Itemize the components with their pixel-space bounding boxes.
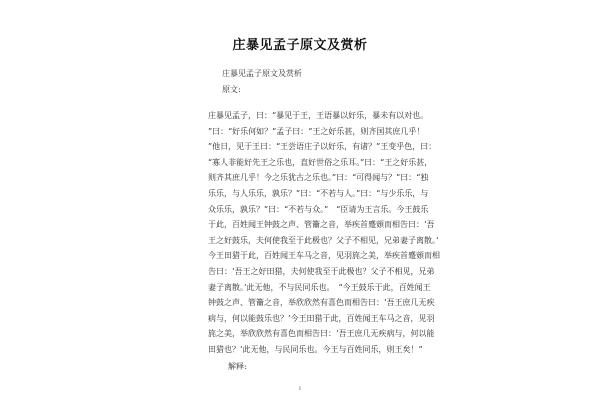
text-line: 田猎也？’此无他，与民同乐也。今王与百姓同乐，则王矣！” bbox=[208, 344, 423, 354]
text-line: 众乐乐，孰乐？”曰：“不若与众。” “臣请为王言乐。今王鼓乐 bbox=[208, 204, 429, 214]
text-line: “寡人非能好先王之乐也，直好世俗之乐耳。”曰：“王之好乐甚， bbox=[208, 157, 433, 167]
explanation-label: 解释: bbox=[228, 362, 247, 371]
text-line: 则齐其庶几乎！今之乐犹古之乐也。”曰：“可得闻与？”曰：“独 bbox=[208, 173, 429, 183]
original-text-body bbox=[208, 108, 440, 358]
text-line: 钟鼓之声、管籥之音，举欣欣然有喜色而相告曰：‘吾王庶几无疾 bbox=[208, 298, 435, 308]
text-line: 妻子离散。’此无他，不与民同乐也。 “今王鼓乐于此，百姓闻王 bbox=[208, 282, 431, 292]
text-line: 乐乐，与人乐乐，孰乐？”曰：“不若与人。”曰：“与少乐乐，与 bbox=[208, 188, 429, 198]
text-line: 于此，百姓闻王钟鼓之声、管籥之音，举疾首蹙頞而相告曰：‘吾 bbox=[208, 220, 435, 230]
text-line: ”他日，见于王曰：“王尝语庄子以好乐，有诸？”王变乎色，曰： bbox=[208, 142, 437, 152]
text-line: ”曰：“好乐何如？”孟子曰：“王之好乐甚，则齐国其庶几乎！ bbox=[208, 126, 425, 136]
document-subtitle: 庄暴见孟子原文及赏析 bbox=[222, 69, 302, 78]
text-line: 庄暴见孟子，曰：“暴见于王，王语暴以好乐，暴未有以对也。 bbox=[208, 111, 429, 120]
text-line: 病与，何以能鼓乐也？’今王田猎于此，百姓闻王车马之音，见羽 bbox=[208, 313, 435, 323]
text-line: 告曰：‘吾王之好田猎，夫何使我至于此极也？父子不相见，兄弟 bbox=[208, 266, 435, 276]
text-line: 今王田猎于此，百姓闻王车马之音，见羽旄之美，举疾首蹙頞而相 bbox=[208, 251, 440, 261]
original-text-label: 原文: bbox=[222, 85, 241, 94]
page-number: 1 bbox=[298, 386, 302, 392]
document-title: 庄暴见孟子原文及赏析 bbox=[232, 38, 368, 53]
text-line: 王之好鼓乐，夫何使我至于此极也？父子不相见，兄弟妻子离散。’ bbox=[208, 235, 439, 245]
text-line: 旄之美，举欣欣然有喜色而相告曰：‘吾王庶几无疾病与，何以能 bbox=[208, 329, 435, 339]
